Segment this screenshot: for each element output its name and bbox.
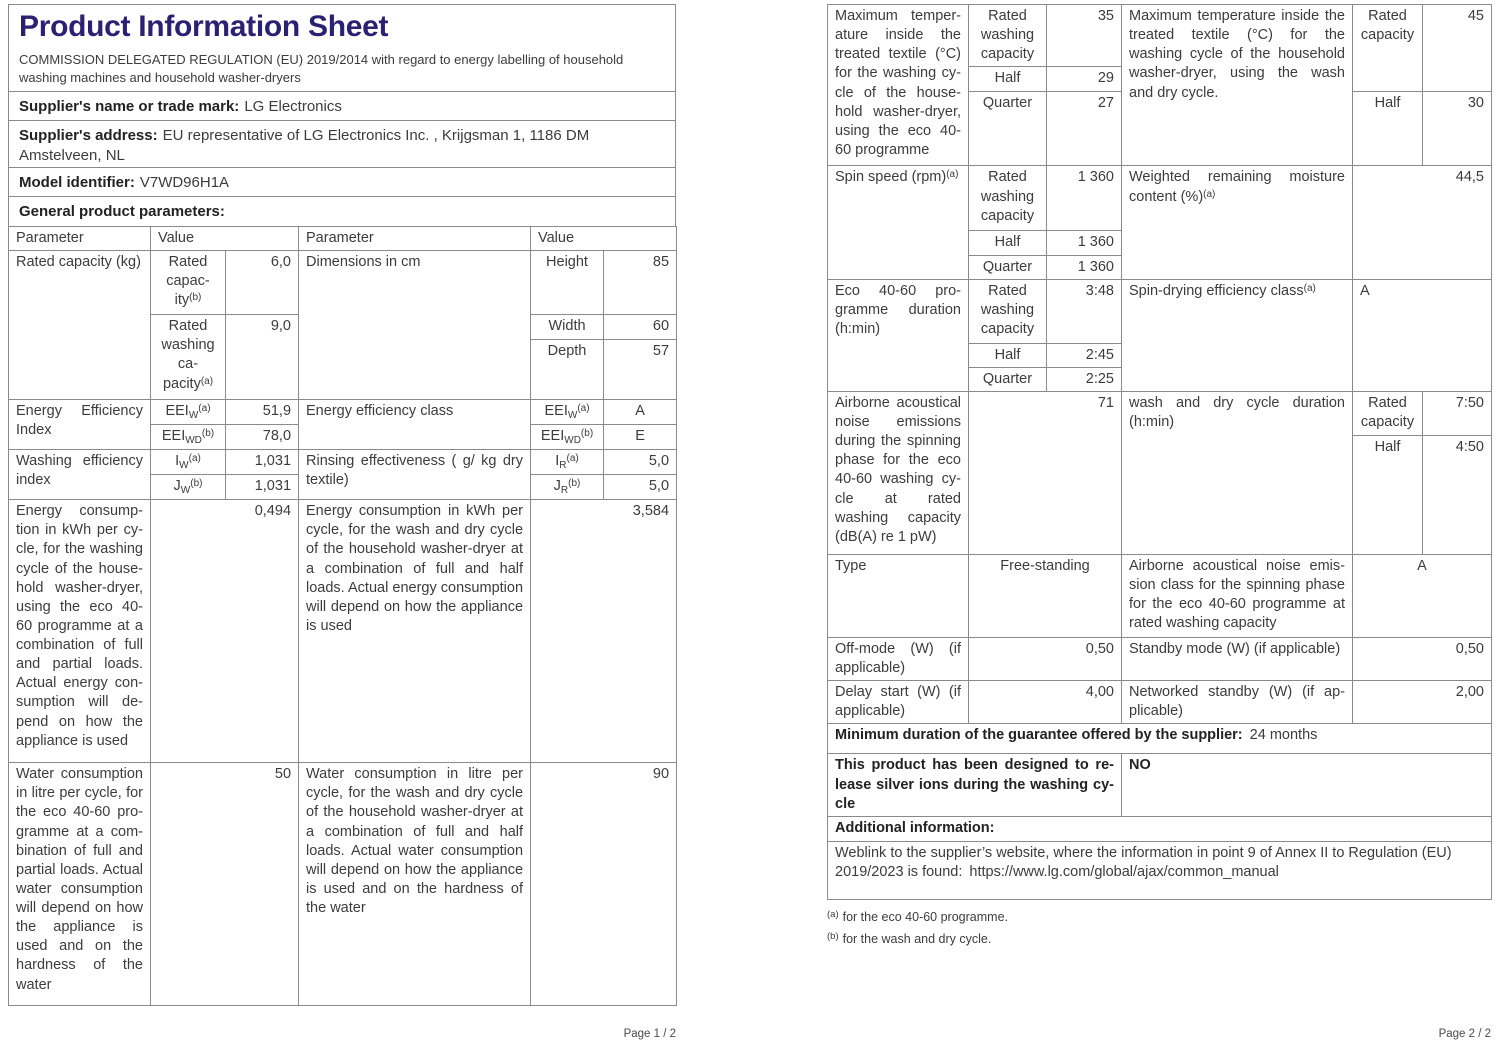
value-label-cell: Rated capacity	[1353, 5, 1423, 92]
value-label-cell: Depth	[531, 340, 604, 400]
guarantee-label: Minimum duration of the guarantee offered by the supplier:	[835, 727, 1243, 744]
value-label-cell: Quarter	[969, 92, 1047, 166]
supplier-name-value: LG Electronics	[244, 98, 342, 115]
footnote	[827, 909, 1491, 924]
symbol-subscript: W	[180, 485, 191, 497]
symbol-subscript: R	[559, 460, 567, 472]
value-label-cell	[151, 450, 226, 475]
value-label-cell: Quarter	[969, 367, 1047, 391]
value-cell: 0,494	[151, 500, 299, 763]
page-title: Product Information Sheet	[19, 10, 389, 43]
param-cell	[828, 166, 969, 279]
silver-ions-label: This product has been designed to release silver ions during the washing cycle	[828, 754, 1122, 817]
value-label-cell: Width	[531, 315, 604, 340]
param-cell: Rinsing effectiveness ( g/ kg dry textile)	[299, 450, 531, 500]
guarantee-cell	[828, 724, 1492, 754]
table-row	[828, 637, 1492, 680]
value-label-cell	[531, 450, 604, 475]
table-row	[828, 279, 1492, 343]
silver-ions-value: NO	[1122, 754, 1492, 817]
footnote-marker: (a)	[566, 453, 579, 465]
value-cell: 1 360	[1047, 231, 1122, 255]
table-row	[9, 400, 677, 425]
value-cell: 60	[604, 315, 677, 340]
footnote-marker: (a)	[188, 453, 201, 465]
param-cell: Delay start (W) (if applicable)	[828, 681, 969, 724]
value-label-cell	[531, 475, 604, 500]
param-cell: wash and dry cycle duration (h:min)	[1122, 391, 1353, 554]
symbol-subscript: R	[560, 485, 569, 497]
table-row	[9, 763, 677, 1006]
additional-info-heading-row	[828, 817, 1492, 841]
footnote-marker: (a)	[1203, 188, 1216, 200]
value-label-cell: Quarter	[969, 255, 1047, 279]
footnote-marker: (b)	[190, 478, 203, 490]
param-cell: Maximum temperature inside the treated textile (°C) for the washing cycle of the household washer-dryer, using the wash and dry cycle.	[1122, 5, 1353, 166]
footnote-marker: (a)	[946, 169, 959, 181]
param-cell: Water consumption in litre per cycle, for the eco 40-60 programme at a combination of full and partial loads. Actual water consumption will depend on how the appliance is used and on the hardness of the water	[9, 763, 151, 1006]
value-label-cell	[531, 400, 604, 425]
param-text: Weighted remaining moisture content (%)	[1129, 169, 1345, 205]
symbol-base: EEI	[161, 428, 186, 445]
value-label-cell: Half	[1353, 92, 1423, 166]
value-cell: 7:50	[1423, 391, 1492, 435]
symbol-subscript: WD	[564, 435, 581, 447]
value-label-cell	[151, 400, 226, 425]
general-parameters-table-page1	[8, 226, 677, 1006]
footnote-text: for the eco 40-60 programme.	[842, 909, 1008, 924]
symbol-subscript: WD	[185, 435, 202, 447]
value-label-cell	[151, 425, 226, 450]
value-cell: 50	[151, 763, 299, 1006]
table-row	[9, 251, 677, 315]
param-text: Spin speed (rpm)	[835, 169, 947, 186]
table-row	[828, 391, 1492, 435]
value-cell: 45	[1423, 5, 1492, 92]
table-row	[828, 554, 1492, 637]
table-row	[828, 166, 1492, 231]
param-cell: Dimensions in cm	[299, 251, 531, 400]
value-cell: 2:25	[1047, 367, 1122, 391]
weblink-url[interactable]: https://www.lg.com/global/ajax/common_manual	[969, 863, 1279, 880]
weblink-row	[828, 841, 1492, 899]
symbol-base: EEI	[540, 428, 565, 445]
value-cell: 1 360	[1047, 166, 1122, 231]
footnote-marker: (a)	[200, 375, 214, 387]
value-label-cell: Height	[531, 251, 604, 315]
footnote-marker: (b)	[568, 478, 581, 490]
param-text: Spin-drying efficiency class	[1129, 282, 1304, 299]
value-cell: Free-standing	[969, 554, 1122, 637]
symbol-subscript: W	[567, 410, 578, 422]
symbol-base: I	[175, 453, 180, 470]
supplier-name-label: Supplier's name or trade mark:	[19, 98, 240, 115]
value-cell: 51,9	[226, 400, 299, 425]
regulation-subtitle: COMMISSION DELEGATED REGULATION (EU) 2019/2014 with regard to energy labelling of household washing machines and household washer-dryers	[19, 51, 624, 85]
value-label-cell: Rated washing capacity	[969, 5, 1047, 67]
page-1	[8, 4, 676, 1006]
symbol-base: EEI	[165, 403, 189, 420]
value-cell: 1,031	[226, 475, 299, 500]
value-cell: 5,0	[604, 475, 677, 500]
param-cell: Water consumption in litre per cycle, for the wash and dry cycle of the household washer-dryer at a combination of full and half loads. Actual water consumption will depend on how the appliance is used and on the hardness of the water	[299, 763, 531, 1006]
page-footer: Page 2 / 2	[1438, 1028, 1491, 1040]
value-label-cell	[151, 251, 226, 315]
value-cell: 2,00	[1353, 681, 1492, 724]
supplier-address-value: EU representative of LG Electronics Inc. , Krijgsman 1, 1186 DM Amstelveen, NL	[19, 127, 590, 164]
footnote-marker: (a)	[577, 403, 590, 415]
param-cell	[1122, 279, 1353, 391]
value-label-cell: Rated washing capacity	[969, 166, 1047, 231]
param-cell: Maximum temperature inside the treated textile (°C) for the washing cycle of the household washer-dryer, using the eco 40-60 programme	[828, 5, 969, 166]
page-2	[827, 4, 1491, 953]
value-cell: 3:48	[1047, 279, 1122, 343]
footnote-marker: (b)	[580, 428, 594, 440]
footnote-marker: (a)	[198, 403, 211, 415]
symbol-base: I	[555, 453, 560, 470]
value-cell: A	[604, 400, 677, 425]
table-row	[828, 5, 1492, 67]
footnote-marker: (b)	[827, 930, 839, 942]
footnote-marker: (a)	[1303, 282, 1316, 294]
value-label: Rated washing capacity	[161, 318, 215, 392]
table-row	[828, 681, 1492, 724]
column-header-parameter: Parameter	[299, 227, 531, 251]
value-cell: A	[1353, 554, 1492, 637]
symbol-subscript: W	[179, 460, 189, 472]
value-cell: 85	[604, 251, 677, 315]
value-cell: 3,584	[531, 500, 677, 763]
param-cell: Airborne acoustical noise emissions during the spinning phase for the eco 40-60 washing cycle at rated washing capacity (dB(A) re 1 pW)	[828, 391, 969, 554]
footnote-marker: (a)	[827, 908, 839, 920]
value-cell: 44,5	[1353, 166, 1492, 279]
value-cell: 0,50	[969, 637, 1122, 680]
value-cell: 1 360	[1047, 255, 1122, 279]
supplier-name-row	[8, 91, 676, 121]
param-cell: Energy consumption in kWh per cycle, for the wash and dry cycle of the household washer-dryer at a combination of full and half loads. Actual energy consumption will depend on how the appliance is used	[299, 500, 531, 763]
weblink-label: Weblink to the supplier’s website, where the information in point 9 of Annex II to Regulation (EU) 2019/2023 is found:	[835, 844, 1452, 880]
footnote-marker: (b)	[189, 292, 202, 304]
value-cell: 2:45	[1047, 343, 1122, 367]
value-cell: E	[604, 425, 677, 450]
value-cell: 4,00	[969, 681, 1122, 724]
table-header-row	[9, 227, 677, 251]
value-cell: A	[1353, 279, 1492, 391]
model-identifier-value: V7WD96H1A	[139, 174, 230, 191]
symbol-base: EEI	[544, 403, 568, 420]
value-cell: 4:50	[1423, 435, 1492, 554]
param-cell: Airborne acoustical noise emission class for the spinning phase for the eco 40-60 programme at rated washing capacity	[1122, 554, 1353, 637]
value-label-cell: Half	[969, 343, 1047, 367]
param-cell: Standby mode (W) (if applicable)	[1122, 637, 1353, 680]
param-cell: Networked standby (W) (if applicable)	[1122, 681, 1353, 724]
additional-info-heading: Additional information:	[828, 817, 1492, 841]
general-parameters-label: General product parameters:	[19, 203, 225, 220]
value-label-cell: Half	[969, 231, 1047, 255]
column-header-value: Value	[531, 227, 677, 251]
footnote-text: for the wash and dry cycle.	[842, 931, 992, 946]
value-cell: 30	[1423, 92, 1492, 166]
column-header-value: Value	[151, 227, 299, 251]
general-parameters-heading	[8, 196, 676, 227]
param-cell: Energy Efficiency Index	[9, 400, 151, 450]
supplier-address-row	[8, 120, 676, 168]
value-label-cell: Rated washing capacity	[969, 279, 1047, 343]
supplier-address-label: Supplier's address:	[19, 127, 158, 144]
weblink-cell	[828, 841, 1492, 899]
symbol-subscript: W	[188, 410, 199, 422]
value-cell: 71	[969, 391, 1122, 554]
value-cell: 35	[1047, 5, 1122, 67]
param-cell	[1122, 166, 1353, 279]
value-cell: 27	[1047, 92, 1122, 166]
value-cell: 6,0	[226, 251, 299, 315]
value-cell: 5,0	[604, 450, 677, 475]
silver-ions-row	[828, 754, 1492, 817]
param-cell: Eco 40-60 programme duration (h:min)	[828, 279, 969, 391]
value-cell: 90	[531, 763, 677, 1006]
model-identifier-label: Model identifier:	[19, 174, 135, 191]
param-cell: Off-mode (W) (if applicable)	[828, 637, 969, 680]
table-row	[9, 450, 677, 475]
param-cell: Washing efficiency index	[9, 450, 151, 500]
value-cell: 29	[1047, 67, 1122, 92]
value-cell: 1,031	[226, 450, 299, 475]
general-parameters-table-page2	[827, 4, 1492, 900]
guarantee-value: 24 months	[1249, 727, 1318, 744]
footnote-marker: (b)	[201, 428, 215, 440]
symbol-base: J	[553, 478, 561, 495]
param-cell: Rated capacity (kg)	[9, 251, 151, 400]
model-identifier-row	[8, 167, 676, 197]
value-label-cell	[531, 425, 604, 450]
param-cell: Energy efficiency class	[299, 400, 531, 450]
page-footer: Page 1 / 2	[623, 1028, 676, 1040]
value-cell: 9,0	[226, 315, 299, 400]
value-label-cell: Half	[1353, 435, 1423, 554]
value-label: Rated capacity	[166, 254, 210, 309]
value-label-cell: Half	[969, 67, 1047, 92]
footnotes	[827, 909, 1491, 946]
value-label-cell: Rated capacity	[1353, 391, 1423, 435]
param-cell: Energy consumption in kWh per cycle, for the washing cycle of the household washer-dryer, using the eco 40-60 programme at a combination of full and partial loads. Actual energy consumption will depend on how the appliance is used	[9, 500, 151, 763]
value-cell: 57	[604, 340, 677, 400]
symbol-base: J	[173, 478, 181, 495]
value-label-cell	[151, 475, 226, 500]
footnote	[827, 931, 1491, 946]
table-row	[9, 500, 677, 763]
value-cell: 78,0	[226, 425, 299, 450]
value-cell: 0,50	[1353, 637, 1492, 680]
guarantee-row	[828, 724, 1492, 754]
title-block	[8, 4, 676, 92]
column-header-parameter: Parameter	[9, 227, 151, 251]
value-label-cell	[151, 315, 226, 400]
param-cell: Type	[828, 554, 969, 637]
